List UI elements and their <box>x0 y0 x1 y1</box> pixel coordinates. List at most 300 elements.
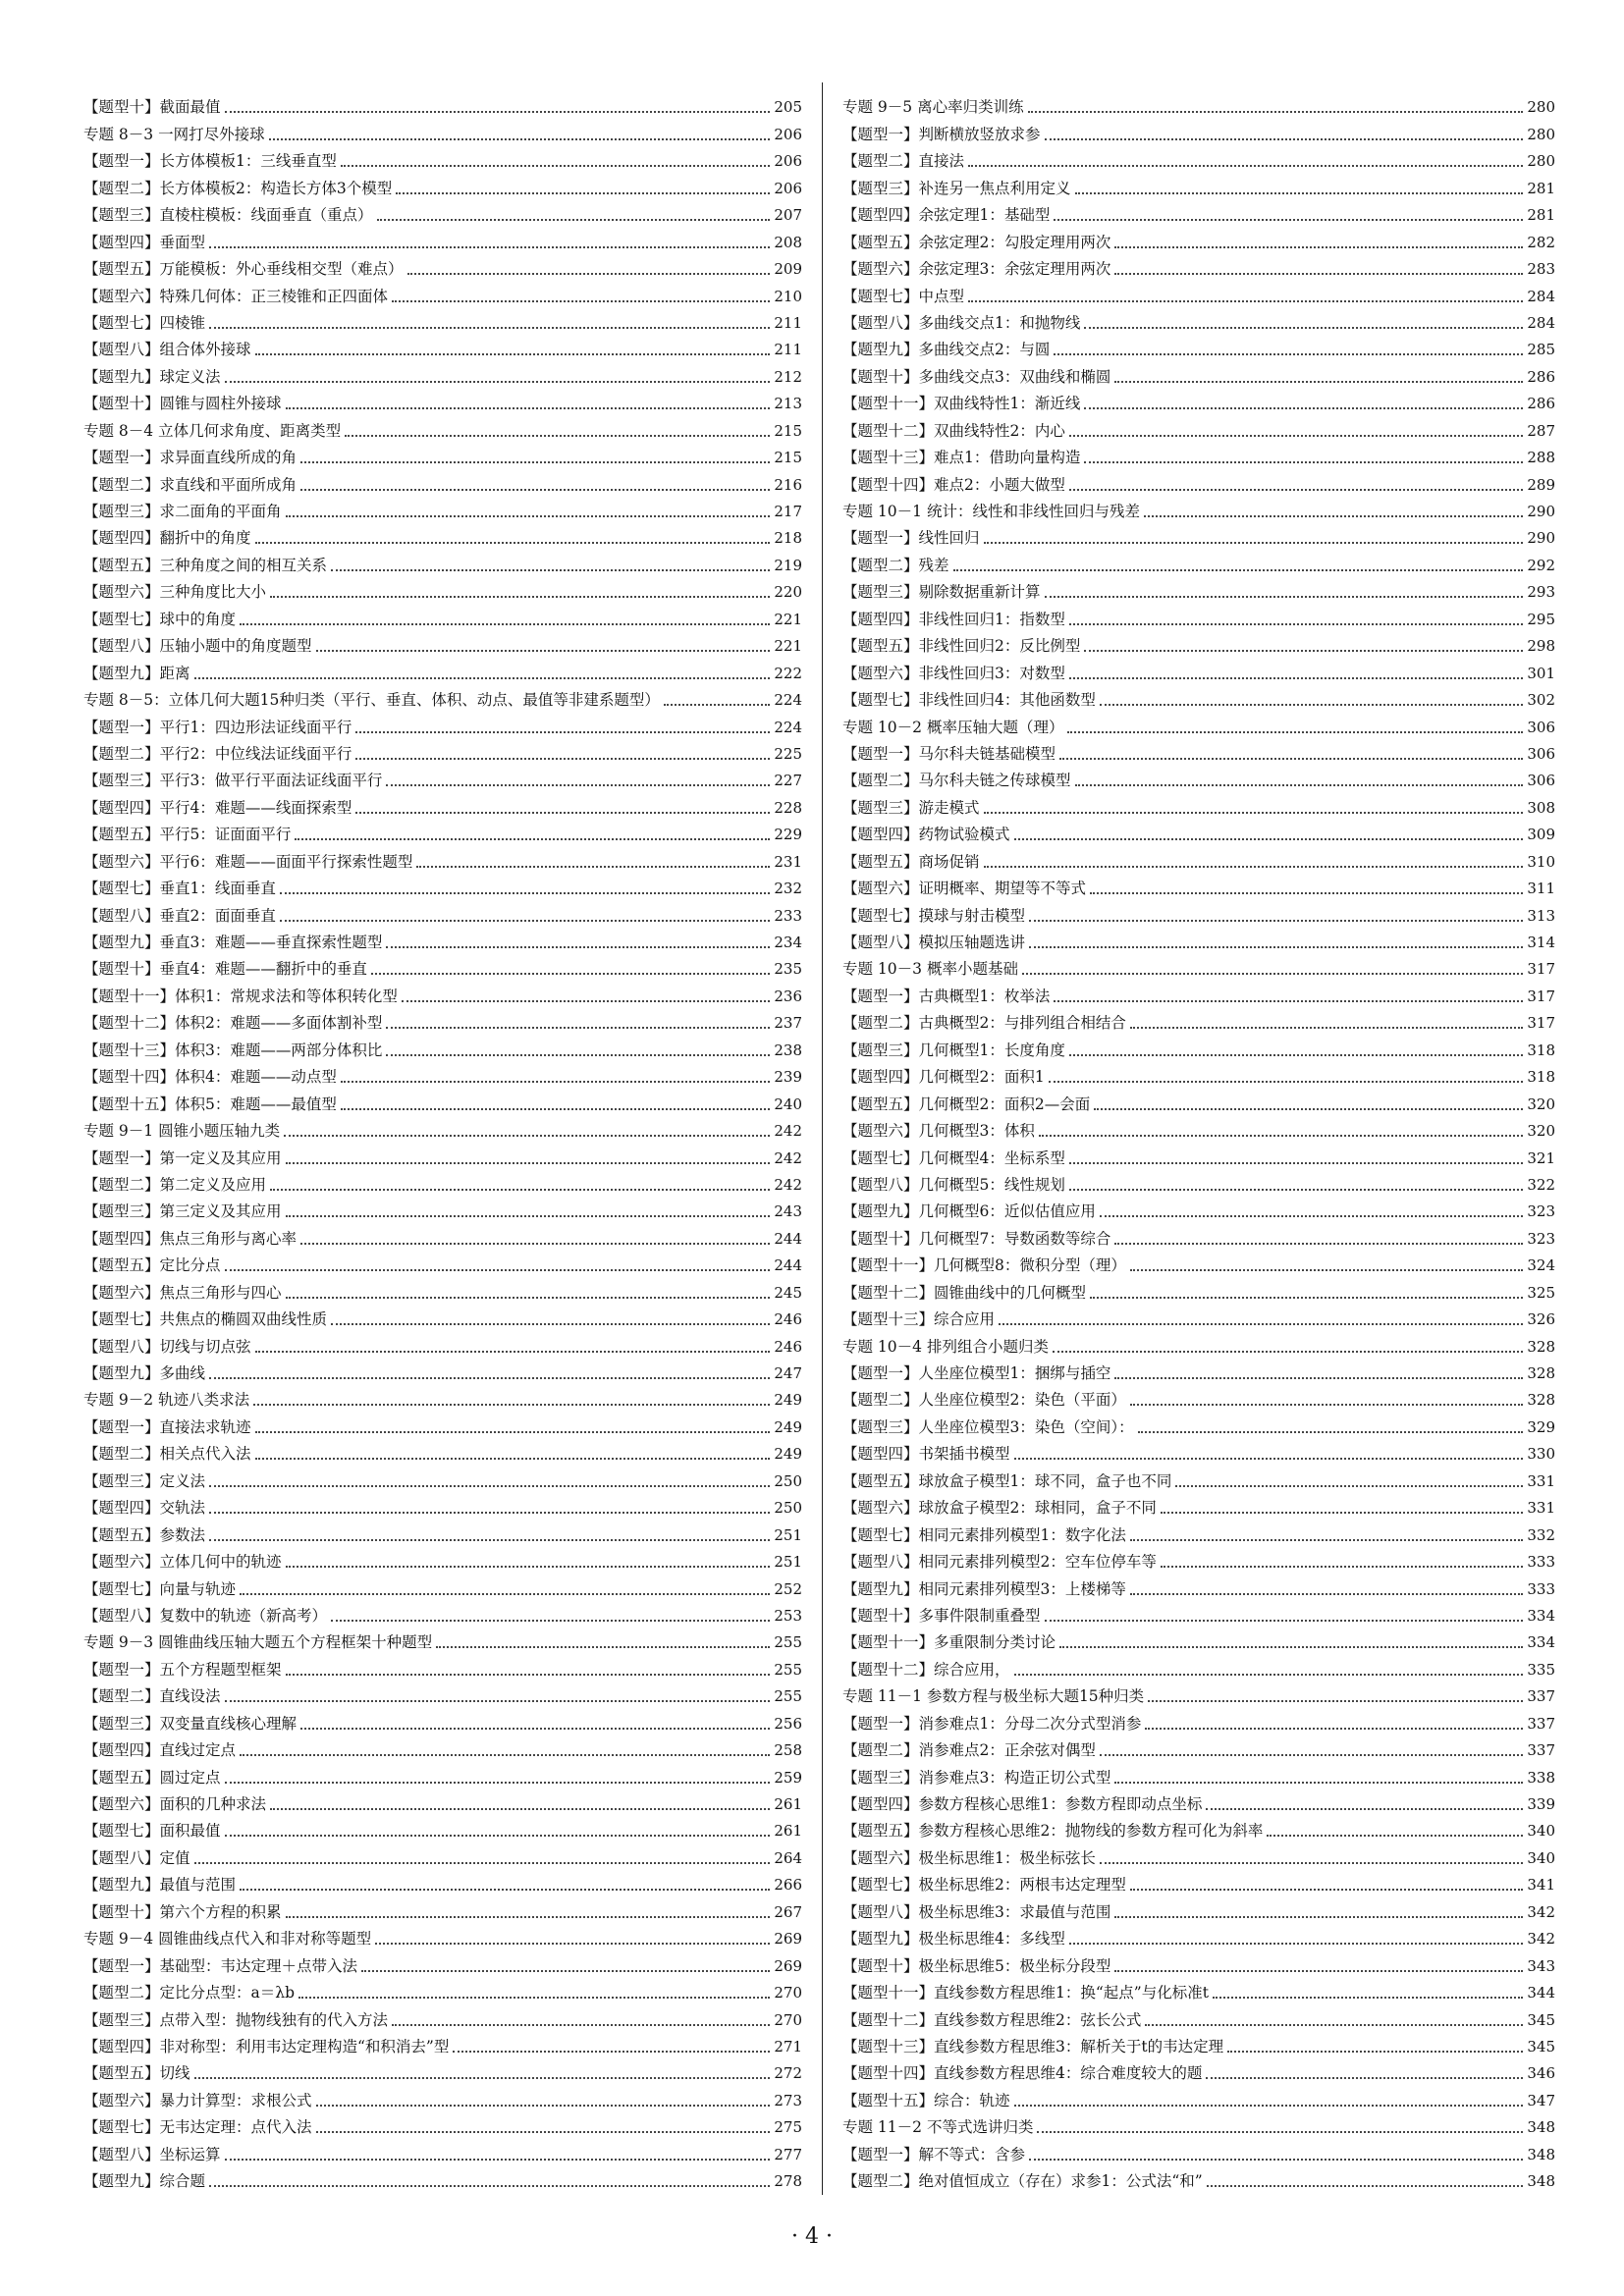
toc-entry[interactable] <box>842 575 1555 602</box>
toc-entry[interactable] <box>83 1437 802 1464</box>
dot-leader <box>286 1915 771 1918</box>
toc-entry-page: 236 <box>774 987 802 1005</box>
toc-entry-page: 212 <box>774 367 802 386</box>
toc-entry[interactable] <box>83 279 802 305</box>
toc-entry[interactable] <box>842 926 1555 952</box>
dot-leader <box>194 2076 771 2079</box>
toc-entry-title: 专题 9－3 圆锥曲线压轴大题五个方程框架十种题型 <box>83 1633 433 1652</box>
toc-entry[interactable] <box>83 1006 802 1033</box>
dot-leader <box>1206 2076 1523 2079</box>
toc-entry[interactable] <box>83 844 802 871</box>
toc-entry[interactable] <box>83 521 802 548</box>
toc-entry[interactable] <box>842 1060 1555 1087</box>
toc-entry[interactable] <box>842 1572 1555 1598</box>
toc-entry-page: 301 <box>1527 664 1555 682</box>
dot-leader <box>341 164 770 167</box>
toc-entry[interactable] <box>842 1976 1555 2002</box>
toc-entry[interactable] <box>842 1033 1555 1059</box>
toc-entry-title: 【题型六】特殊几何体：正三棱锥和正四面体 <box>83 287 389 305</box>
toc-entry[interactable] <box>842 2056 1555 2083</box>
toc-entry-page: 331 <box>1527 1499 1555 1518</box>
toc-entry-title: 【题型八】切线与切点弦 <box>83 1337 251 1356</box>
toc-entry[interactable] <box>842 1922 1555 1949</box>
toc-entry-title: 【题型九】距离 <box>83 664 190 682</box>
toc-entry[interactable] <box>83 979 802 1005</box>
toc-entry[interactable] <box>842 117 1555 143</box>
toc-entry[interactable] <box>842 1114 1555 1141</box>
toc-entry-page: 242 <box>774 1175 802 1194</box>
toc-entry-title: 【题型四】书架插书模型 <box>842 1445 1010 1464</box>
toc-entry-title: 【题型三】补连另一焦点利用定义 <box>842 179 1071 197</box>
toc-entry[interactable] <box>83 1841 802 1867</box>
toc-entry-page: 237 <box>774 1014 802 1033</box>
toc-entry[interactable] <box>83 629 802 656</box>
toc-entry[interactable] <box>842 656 1555 682</box>
dot-leader <box>1029 945 1523 948</box>
dot-leader <box>1130 1403 1523 1406</box>
toc-entry-page: 251 <box>774 1525 802 1544</box>
toc-entry[interactable] <box>842 225 1555 251</box>
toc-entry-page: 317 <box>1527 960 1555 979</box>
toc-entry[interactable] <box>83 467 802 494</box>
toc-entry-page: 340 <box>1527 1822 1555 1841</box>
toc-entry[interactable] <box>83 1114 802 1141</box>
toc-entry-page: 251 <box>774 1553 802 1572</box>
toc-entry[interactable] <box>842 1545 1555 1572</box>
toc-entry-title: 【题型九】多曲线交点2：与圆 <box>842 341 1051 359</box>
toc-entry[interactable] <box>83 1680 802 1706</box>
toc-entry[interactable] <box>83 1976 802 2002</box>
toc-entry[interactable] <box>842 279 1555 305</box>
toc-entry[interactable] <box>842 1410 1555 1436</box>
toc-entry-page: 320 <box>1527 1122 1555 1141</box>
toc-entry[interactable] <box>83 1734 802 1760</box>
toc-entry-title: 【题型五】商场促销 <box>842 852 980 871</box>
toc-entry[interactable] <box>83 225 802 251</box>
toc-entry-title: 【题型六】暴力计算型：求根公式 <box>83 2091 312 2109</box>
toc-entry[interactable] <box>83 1060 802 1087</box>
toc-entry[interactable] <box>83 1275 802 1302</box>
toc-entry[interactable] <box>83 1383 802 1410</box>
toc-entry[interactable] <box>83 1410 802 1436</box>
toc-entry[interactable] <box>83 1303 802 1329</box>
toc-entry[interactable] <box>842 2030 1555 2056</box>
dot-leader <box>1144 514 1523 517</box>
toc-entry[interactable] <box>842 413 1555 440</box>
toc-entry-title: 【题型一】第一定义及其应用 <box>83 1148 282 1167</box>
dot-leader <box>209 1376 770 1379</box>
toc-entry-title: 【题型十】几何概型7：导数函数等综合 <box>842 1229 1111 1248</box>
toc-entry[interactable] <box>842 737 1555 764</box>
toc-entry[interactable] <box>83 764 802 790</box>
toc-entry-title: 【题型一】解不等式：含参 <box>842 2145 1026 2163</box>
toc-entry-title: 【题型六】球放盒子模型2：球相同，盒子不同 <box>842 1499 1157 1518</box>
dot-leader <box>286 406 771 409</box>
toc-entry[interactable] <box>83 1464 802 1490</box>
toc-entry-page: 235 <box>774 960 802 979</box>
toc-entry[interactable] <box>83 737 802 764</box>
toc-entry[interactable] <box>842 359 1555 386</box>
toc-entry-page: 208 <box>774 233 802 251</box>
toc-entry-page: 328 <box>1527 1364 1555 1382</box>
toc-entry[interactable] <box>83 952 802 979</box>
toc-entry[interactable] <box>842 1195 1555 1221</box>
toc-entry[interactable] <box>83 1168 802 1195</box>
dot-leader <box>664 703 770 706</box>
toc-entry[interactable] <box>842 1760 1555 1787</box>
toc-entry-page: 302 <box>1527 691 1555 710</box>
toc-entry-page: 277 <box>774 2145 802 2163</box>
toc-entry[interactable] <box>83 1357 802 1383</box>
toc-entry-page: 309 <box>1527 826 1555 844</box>
toc-entry[interactable] <box>842 872 1555 898</box>
dot-leader <box>1114 245 1523 248</box>
toc-entry[interactable] <box>83 1922 802 1949</box>
dot-leader <box>1053 1350 1523 1353</box>
toc-entry-page: 219 <box>774 556 802 574</box>
toc-entry[interactable] <box>842 2083 1555 2109</box>
dot-leader <box>402 999 770 1002</box>
toc-entry[interactable] <box>83 1599 802 1626</box>
dot-leader <box>225 110 771 113</box>
dot-leader <box>1130 1268 1523 1271</box>
page-number: · 4 · <box>791 2224 833 2249</box>
toc-entry[interactable] <box>83 1895 802 1921</box>
toc-entry[interactable] <box>842 1303 1555 1329</box>
toc-entry[interactable] <box>83 387 802 413</box>
toc-entry-page: 323 <box>1527 1229 1555 1248</box>
toc-entry[interactable] <box>83 710 802 736</box>
toc-entry[interactable] <box>842 1437 1555 1464</box>
toc-entry-page: 306 <box>1527 718 1555 736</box>
dot-leader <box>1130 1026 1523 1029</box>
toc-entry-title: 【题型十四】体积4：难题——动点型 <box>83 1068 337 1087</box>
toc-entry[interactable] <box>83 1491 802 1518</box>
toc-entry[interactable] <box>83 790 802 817</box>
toc-entry[interactable] <box>842 1652 1555 1679</box>
dot-leader <box>1069 1161 1523 1164</box>
toc-entry-page: 238 <box>774 1041 802 1059</box>
toc-entry-page: 269 <box>774 1956 802 1975</box>
dot-leader <box>316 2104 771 2107</box>
toc-entry[interactable] <box>83 2002 802 2029</box>
dot-leader <box>1045 1619 1524 1622</box>
toc-entry[interactable] <box>842 844 1555 871</box>
toc-entry[interactable] <box>842 1706 1555 1733</box>
toc-entry[interactable] <box>83 1572 802 1598</box>
toc-entry-title: 专题 11－2 不等式选讲归类 <box>842 2118 1034 2137</box>
toc-entry-page: 273 <box>774 2091 802 2109</box>
toc-entry-title: 【题型二】相关点代入法 <box>83 1445 251 1464</box>
toc-entry[interactable] <box>83 926 802 952</box>
dot-leader <box>209 1538 770 1541</box>
toc-entry[interactable] <box>842 1006 1555 1033</box>
toc-entry[interactable] <box>842 548 1555 574</box>
toc-entry[interactable] <box>842 1680 1555 1706</box>
toc-entry[interactable] <box>842 441 1555 467</box>
toc-entry-page: 227 <box>774 772 802 790</box>
dot-leader <box>1029 919 1523 922</box>
toc-entry[interactable] <box>83 2164 802 2191</box>
toc-entry-page: 270 <box>774 2010 802 2029</box>
toc-entry-page: 323 <box>1527 1202 1555 1221</box>
dot-leader <box>286 1161 771 1164</box>
toc-entry-page: 330 <box>1527 1445 1555 1464</box>
toc-entry[interactable] <box>842 1626 1555 1652</box>
dot-leader <box>1037 2130 1523 2133</box>
toc-entry[interactable] <box>842 1329 1555 1356</box>
toc-entry[interactable] <box>842 2002 1555 2029</box>
toc-entry-title: 【题型七】球中的角度 <box>83 610 237 628</box>
toc-entry-title: 【题型五】参数法 <box>83 1525 206 1544</box>
column-divider <box>822 82 823 2195</box>
dot-leader <box>255 541 771 544</box>
toc-entry-title: 【题型八】定值 <box>83 1848 190 1867</box>
toc-entry-title: 专题 8－5：立体几何大题15种归类（平行、垂直、体积、动点、最值等非建系题型） <box>83 691 660 710</box>
dot-leader <box>240 1753 770 1756</box>
toc-entry[interactable] <box>842 1168 1555 1195</box>
toc-entry[interactable] <box>842 629 1555 656</box>
toc-entry[interactable] <box>842 1357 1555 1383</box>
dot-leader <box>392 299 770 302</box>
toc-entry[interactable] <box>842 1949 1555 1975</box>
toc-entry[interactable] <box>83 2110 802 2137</box>
toc-entry[interactable] <box>842 1734 1555 1760</box>
dot-leader <box>300 460 770 463</box>
toc-entry-title: 【题型六】面积的几种求法 <box>83 1795 267 1813</box>
toc-entry-page: 348 <box>1527 2145 1555 2163</box>
toc-entry[interactable] <box>842 1491 1555 1518</box>
toc-entry-title: 专题 10－2 概率压轴大题（理） <box>842 718 1064 736</box>
toc-entry-page: 233 <box>774 906 802 925</box>
toc-entry[interactable] <box>83 359 802 386</box>
dot-leader <box>1069 676 1523 679</box>
toc-entry[interactable] <box>83 198 802 225</box>
dot-leader <box>1161 1511 1523 1514</box>
toc-entry[interactable] <box>83 1949 802 1975</box>
toc-entry[interactable] <box>842 198 1555 225</box>
toc-entry[interactable] <box>83 1760 802 1787</box>
toc-entry-page: 313 <box>1527 906 1555 925</box>
toc-entry[interactable] <box>83 818 802 844</box>
toc-entry[interactable] <box>842 1275 1555 1302</box>
dot-leader <box>1207 2184 1524 2187</box>
toc-entry[interactable] <box>842 790 1555 817</box>
dot-leader <box>968 164 1523 167</box>
toc-entry-title: 【题型九】球定义法 <box>83 367 221 386</box>
dot-leader <box>371 972 770 975</box>
toc-entry[interactable] <box>83 413 802 440</box>
toc-entry[interactable] <box>842 495 1555 521</box>
toc-entry[interactable] <box>842 1788 1555 1814</box>
toc-entry[interactable] <box>83 1626 802 1652</box>
toc-entry[interactable] <box>83 117 802 143</box>
toc-entry[interactable] <box>83 656 802 682</box>
toc-entry[interactable] <box>842 252 1555 279</box>
toc-entry-title: 【题型六】余弦定理3：余弦定理用两次 <box>842 260 1111 279</box>
toc-entry[interactable] <box>83 1221 802 1248</box>
toc-entry[interactable] <box>842 1841 1555 1867</box>
toc-entry-title: 【题型四】直线过定点 <box>83 1741 237 1760</box>
toc-entry[interactable] <box>83 1814 802 1841</box>
toc-entry-title: 【题型五】余弦定理2：勾股定理用两次 <box>842 233 1111 251</box>
toc-entry[interactable] <box>842 2110 1555 2137</box>
toc-entry-page: 278 <box>774 2172 802 2191</box>
dot-leader <box>1045 595 1524 598</box>
dot-leader <box>255 1350 771 1353</box>
toc-entry[interactable] <box>83 602 802 628</box>
toc-entry[interactable] <box>83 252 802 279</box>
toc-entry[interactable] <box>83 1249 802 1275</box>
toc-entry-title: 【题型六】三种角度比大小 <box>83 583 267 602</box>
toc-entry[interactable] <box>842 1868 1555 1895</box>
toc-entry-title: 【题型二】马尔科夫链之传球模型 <box>842 772 1071 790</box>
dot-leader <box>269 137 771 140</box>
dot-leader <box>1130 1538 1523 1541</box>
toc-entry-title: 【题型五】几何概型2：面积2—会面 <box>842 1095 1091 1113</box>
toc-entry-title: 【题型三】消参难点3：构造正切公式型 <box>842 1768 1111 1787</box>
toc-entry-title: 【题型一】马尔科夫链基础模型 <box>842 744 1056 763</box>
toc-entry[interactable] <box>842 898 1555 925</box>
toc-entry[interactable] <box>83 495 802 521</box>
toc-entry[interactable] <box>83 2083 802 2109</box>
toc-entry[interactable] <box>83 1788 802 1814</box>
toc-entry[interactable] <box>842 1895 1555 1921</box>
toc-entry-page: 347 <box>1527 2091 1555 2109</box>
toc-entry[interactable] <box>83 2137 802 2163</box>
toc-entry[interactable] <box>842 90 1555 117</box>
toc-entry[interactable] <box>842 521 1555 548</box>
toc-entry[interactable] <box>83 548 802 574</box>
dot-leader <box>209 1511 770 1514</box>
toc-entry[interactable] <box>842 952 1555 979</box>
toc-entry[interactable] <box>83 1545 802 1572</box>
toc-entry[interactable] <box>842 1221 1555 1248</box>
toc-entry[interactable] <box>83 1518 802 1544</box>
toc-entry-page: 344 <box>1527 1984 1555 2002</box>
toc-entry[interactable] <box>83 1033 802 1059</box>
toc-entry-title: 【题型十】多事件限制重叠型 <box>842 1606 1041 1625</box>
dot-leader <box>286 514 771 517</box>
toc-entry[interactable] <box>83 1652 802 1679</box>
toc-entry-page: 252 <box>774 1579 802 1598</box>
toc-entry[interactable] <box>83 333 802 359</box>
toc-entry-title: 【题型一】基础型：韦达定理＋点带入法 <box>83 1956 358 1975</box>
toc-entry[interactable] <box>83 171 802 197</box>
toc-entry[interactable] <box>83 306 802 333</box>
toc-entry[interactable] <box>83 1195 802 1221</box>
toc-entry-title: 【题型二】人坐座位模型2：染色（平面） <box>842 1391 1126 1410</box>
toc-entry-title: 【题型二】残差 <box>842 556 949 574</box>
toc-entry-page: 339 <box>1527 1795 1555 1813</box>
dot-leader <box>298 1996 770 1999</box>
toc-entry[interactable] <box>842 683 1555 710</box>
toc-entry-page: 342 <box>1527 1930 1555 1949</box>
toc-entry[interactable] <box>83 144 802 171</box>
toc-entry-title: 【题型八】压轴小题中的角度题型 <box>83 637 312 656</box>
toc-entry[interactable] <box>842 2164 1555 2191</box>
toc-entry[interactable] <box>83 2056 802 2083</box>
toc-entry[interactable] <box>842 1383 1555 1410</box>
dot-leader <box>331 1619 770 1622</box>
toc-entry-page: 246 <box>774 1337 802 1356</box>
dot-leader <box>355 757 770 760</box>
toc-entry[interactable] <box>842 1518 1555 1544</box>
toc-entry[interactable] <box>842 1464 1555 1490</box>
dot-leader <box>436 1645 770 1648</box>
toc-entry-page: 334 <box>1527 1633 1555 1652</box>
toc-entry[interactable] <box>83 575 802 602</box>
toc-entry[interactable] <box>83 1706 802 1733</box>
toc-entry-page: 325 <box>1527 1283 1555 1302</box>
toc-entry[interactable] <box>842 818 1555 844</box>
toc-entry-page: 324 <box>1527 1256 1555 1275</box>
dot-leader <box>240 1888 770 1891</box>
toc-entry[interactable] <box>842 1141 1555 1167</box>
toc-entry[interactable] <box>842 1249 1555 1275</box>
toc-entry-page: 281 <box>1527 206 1555 225</box>
toc-entry[interactable] <box>83 1087 802 1113</box>
toc-entry[interactable] <box>83 898 802 925</box>
toc-entry[interactable] <box>83 441 802 467</box>
dot-leader <box>953 568 1524 571</box>
toc-entry[interactable] <box>83 2030 802 2056</box>
toc-entry[interactable] <box>83 683 802 710</box>
dot-leader <box>453 2050 770 2053</box>
toc-entry-page: 244 <box>774 1256 802 1275</box>
dot-leader <box>209 326 770 329</box>
toc-entry[interactable] <box>842 171 1555 197</box>
toc-entry-page: 250 <box>774 1499 802 1518</box>
toc-entry[interactable] <box>842 1599 1555 1626</box>
toc-entry[interactable] <box>842 2137 1555 2163</box>
dot-leader <box>209 2184 770 2187</box>
toc-entry[interactable] <box>842 467 1555 494</box>
toc-entry[interactable] <box>842 306 1555 333</box>
toc-entry[interactable] <box>842 1087 1555 1113</box>
dot-leader <box>1067 730 1523 733</box>
toc-entry-title: 【题型一】判断横放竖放求参 <box>842 125 1041 143</box>
toc-entry-title: 专题 9－4 圆锥曲线点代入和非对称等题型 <box>83 1930 372 1949</box>
toc-entry-title: 【题型十三】直线参数方程思维3：解析关于t的韦达定理 <box>842 2037 1224 2056</box>
dot-leader <box>1175 1484 1523 1487</box>
toc-entry[interactable] <box>83 1868 802 1895</box>
toc-entry[interactable] <box>83 1141 802 1167</box>
toc-entry-page: 286 <box>1527 395 1555 413</box>
toc-entry[interactable] <box>842 144 1555 171</box>
toc-entry-title: 【题型十二】综合应用， <box>842 1660 1010 1679</box>
toc-entry[interactable] <box>842 333 1555 359</box>
toc-entry-page: 255 <box>774 1687 802 1706</box>
toc-entry[interactable] <box>83 1329 802 1356</box>
dot-leader <box>1148 1699 1523 1702</box>
toc-entry-title: 【题型九】最值与范围 <box>83 1876 237 1895</box>
toc-entry[interactable] <box>842 387 1555 413</box>
toc-entry-title: 【题型八】模拟压轴题选讲 <box>842 934 1026 951</box>
toc-entry-page: 234 <box>774 934 802 951</box>
toc-entry[interactable] <box>842 602 1555 628</box>
toc-entry[interactable] <box>83 872 802 898</box>
toc-entry[interactable] <box>842 1814 1555 1841</box>
toc-entry-page: 328 <box>1527 1391 1555 1410</box>
toc-entry[interactable] <box>83 90 802 117</box>
toc-entry-title: 【题型十】垂直4：难题——翻折中的垂直 <box>83 960 367 979</box>
toc-entry[interactable] <box>842 764 1555 790</box>
toc-entry[interactable] <box>842 710 1555 736</box>
toc-entry-title: 【题型六】焦点三角形与四心 <box>83 1283 282 1302</box>
toc-entry[interactable] <box>842 979 1555 1005</box>
toc-entry-title: 【题型七】共焦点的椭圆双曲线性质 <box>83 1310 328 1329</box>
